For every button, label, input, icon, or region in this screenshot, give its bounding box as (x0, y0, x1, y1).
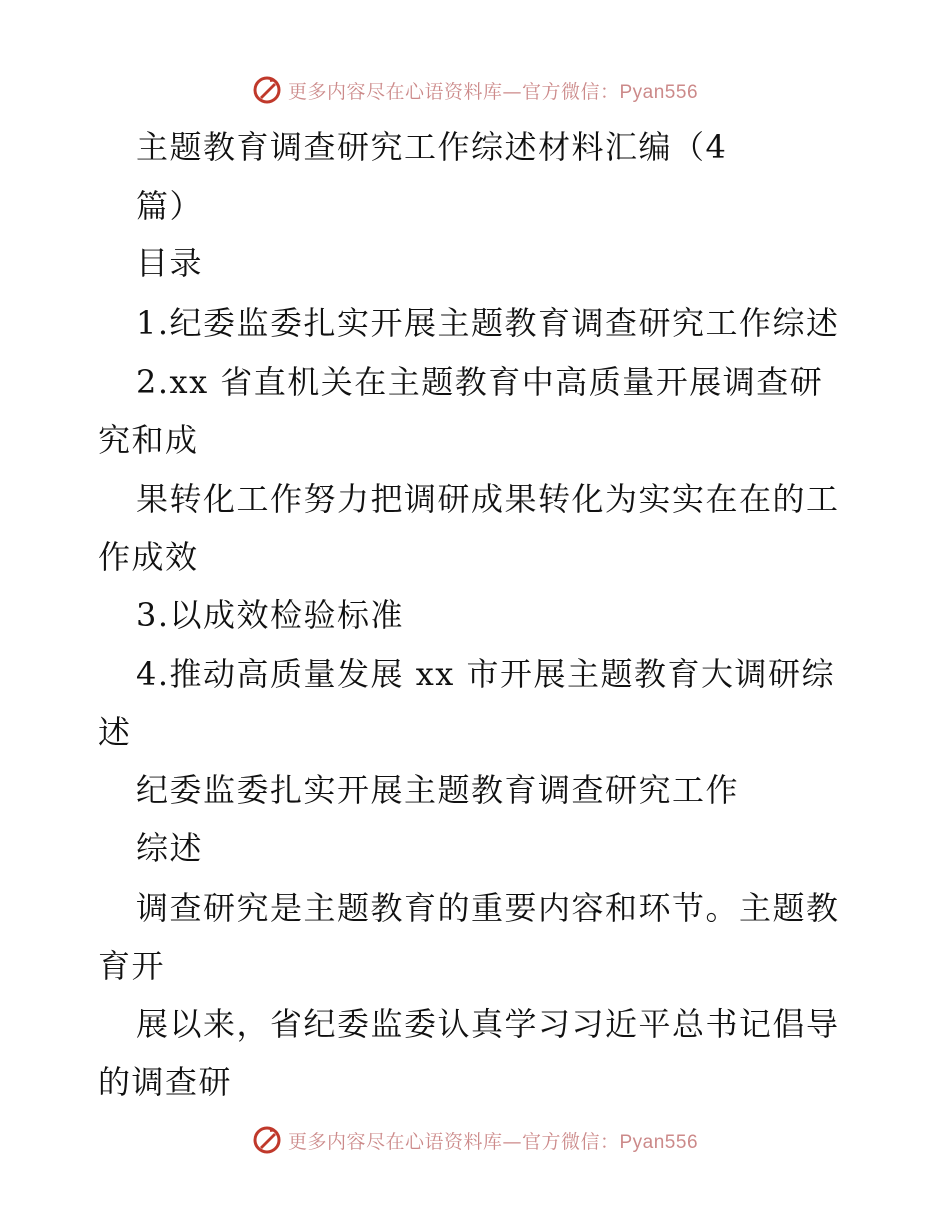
wechat-id: Pyan556 (619, 1131, 699, 1153)
section-title-line-1: 纪委监委扎实开展主题教育调查研究工作 (136, 771, 740, 809)
paragraph-line-2: 育开 (98, 947, 166, 985)
document-title-line-1: 主题教育调查研究工作综述材料汇编（4 (136, 128, 728, 166)
toc-item-3: 3.以成效检验标准 (136, 596, 405, 634)
quill-logo-icon (252, 75, 282, 105)
section-title-line-2: 综述 (136, 829, 204, 867)
document-title-line-2: 篇） (136, 187, 204, 225)
toc-item-2-line-4: 作成效 (98, 538, 199, 576)
quill-logo-icon (252, 1125, 282, 1155)
toc-item-2-line-2: 究和成 (98, 421, 199, 459)
paragraph-line-1: 调查研究是主题教育的重要内容和环节。主题教 (136, 889, 840, 927)
watermark-text: 更多内容尽在心语资料库—官方微信：Pyan556 (287, 80, 699, 103)
toc-item-1: 1.纪委监委扎实开展主题教育调查研究工作综述 (136, 304, 840, 342)
header-watermark (0, 70, 950, 110)
toc-item-2-line-3: 果转化工作努力把调研成果转化为实实在在的工 (136, 480, 840, 518)
paragraph-line-4: 的调查研 (98, 1063, 233, 1101)
toc-heading: 目录 (136, 244, 204, 282)
toc-item-2-line-1: 2.xx 省直机关在主题教育中高质量开展调查研 (136, 363, 824, 401)
toc-item-4-line-1: 4.推动高质量发展 xx 市开展主题教育大调研综 (136, 655, 835, 693)
paragraph-line-3: 展以来，省纪委监委认真学习习近平总书记倡导 (136, 1005, 840, 1043)
watermark-text: 更多内容尽在心语资料库—官方微信：Pyan556 (287, 1130, 699, 1153)
wechat-id: Pyan556 (619, 81, 699, 103)
footer-watermark (0, 1120, 950, 1160)
toc-item-4-line-2: 述 (98, 713, 132, 751)
